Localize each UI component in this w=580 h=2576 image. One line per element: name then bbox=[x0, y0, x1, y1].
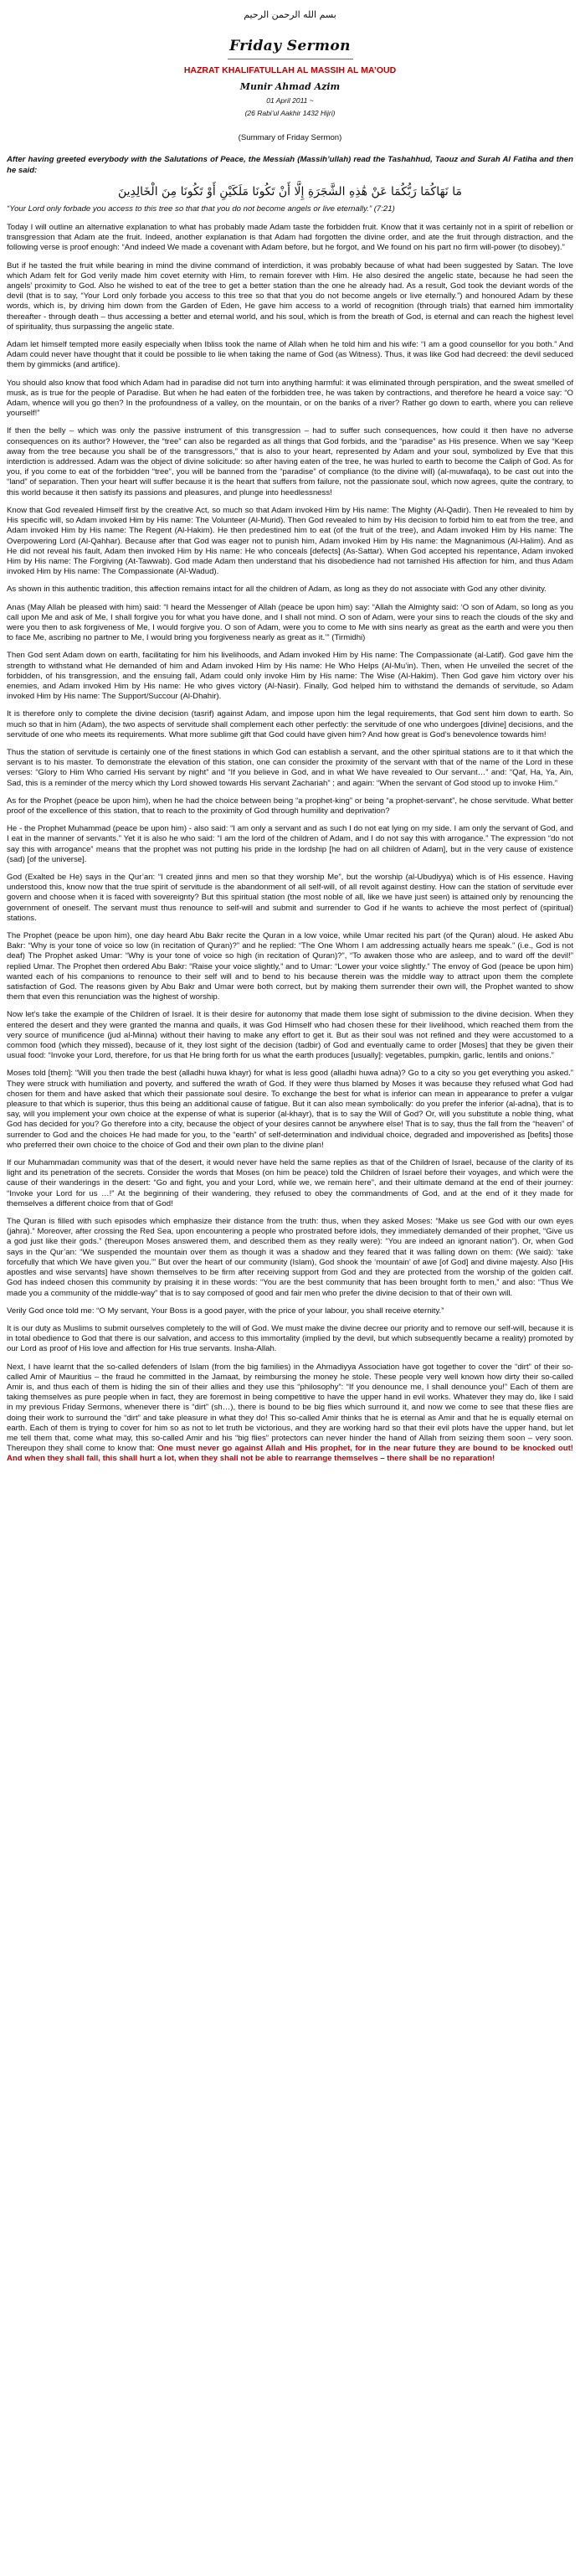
sermon-paragraph: It is therefore only to complete the divine decision (tasrif) against Adam, and impose upon him the legal requirements, that God sent him down to earth. So much so that in him (Adam), the two aspects of servitude shall complement each other perfectly: the servitude of one who undergoes [divine] decisions, and the servitude of one who meets its requirements. What more sublime gift that God could have given him? And how great is God’s benevolence towards him! bbox=[7, 709, 573, 739]
sermon-paragraph: Moses told [them]: “Will you then trade the best (alladhi huwa khayr) for what is less good (alladhi huwa adna)? Go to a city so you get everything you asked.” They were struck with humiliation and poverty, and suffered the wrath of God. If they were thus blamed by Moses it was because they refused what God had chosen for them and have asked that which their passionate soul desire. To exchange the best for what is inferior can mean in appearance to prefer a vulgar pleasure to that which is superior, thus this being an additional cause of fatigue. But it can also mean symbolically: do you prefer the inferior (al-adna), that is to say, will you implement your own choice at the expense of what is superior (al-khayr), that is to say the Will of God? Or, will you substitute a noble thing, what God has decided for you? Go therefore into a city, because the object of your desires cannot be anywhere else! That is to say, thus the fall from the “heaven” of surrender to God and the choices He had made for you, to the “earth” of self-determination and individual choice, degraded and impoverished as [befits] those who preferred their own choice to the choice of God and their own plan to the divine plan! bbox=[7, 1069, 573, 1150]
sermon-paragraph: If then the belly – which was only the passive instrument of this transgression – had to suffer such consequences, how could it then have no adverse consequences on its author? However, the “tree” can also be regarded as all things that God forbids, and the “paradise” as His presence. When we say “Keep away from the tree because you shall be of the transgressors,” that is also to your heart, represented by Adam and your soul, symbolized by Eve that this interdiction is addressed. Adam was the object of divine solicitude: so after having eaten of the tree, he was hurled to earth to become the Caliph of God. As for you, if you come to eat of the forbidden “tree”, you will be banned from the “paradise” of compliance (to the divine will) (al-muwafaqa), to be cast out into the “land” of separation. Then your heart will suffer because it is the heart that suffers from failure, not the passionate soul, which now agrees, quite the contrary, to this world because it then satisfy its passions and pleasures, and plunge into heedlessness! bbox=[7, 426, 573, 497]
sermon-paragraph: Then God sent Adam down on earth, facilitating for him his livelihoods, and Adam invoked Him by His name: The Compassionate (al-Latif). God gave him the strength to withstand what He demanded of him and Adam invoked Him by His name: He Who Helps (Al-Mu’in). Then, when He unveiled the secret of the forbidden, of his transgression, and the ensuing fall, Adam could only invoke Him by His name: The Wise (Al-Hakim). Then God gave him victory over his enemies, and Adam invoked Him by His name: He who gives victory (Al-Nasir). Finally, God helped him to withstand the demands of servitude, so Adam invoked Him by His name: The Support/Succour (Al-Dhahir). bbox=[7, 651, 573, 702]
hijri-date: (26 Rabi’ul Aakhir 1432 Hijri) bbox=[244, 109, 336, 118]
sermon-paragraph: As shown in this authentic tradition, this affection remains intact for all the children of Adam, as long as they do not associate with God any other divinity. bbox=[7, 585, 547, 595]
sermon-paragraph: Adam let himself tempted more easily especially when Ibliss took the name of Allah when he told him and his wife: “I am a good counsellor for you both.” And Adam could never have thought that it could be possible to lie when taking the name of God (as Witness). Thus, it was like God had decreed: the devil seduced them by gimmicks (and artifice). bbox=[7, 340, 573, 370]
sermon-paragraph: But if he tasted the fruit while bearing in mind the divine command of interdiction, it was probably because of what had been suggested by Satan. The love which Adam felt for God verily made him covet eternity with Him, to remain forever with Him. He also desired the angelic state, because he had seen the angels’ proximity to God. Also he wished to eat of the tree to get a better station than the one he already had. As a result, God took the deviant words of the devil (that is to say, “Your Lord only forbade you access to this tree so that that you do not become angels or live eternally.”) and honoured Adam by these words, which is, by driving him down from the Garden of Eden, He gave him access to a world of recognition (through trials) that earned him immortality thereafter - through death – thus accessing a better and eternal world, and his soul, which is from the breath of God, is eternal and can reach the highest level of spirituality, thus surpassing the angelic state. bbox=[7, 260, 573, 332]
sermon-paragraph: You should also know that food which Adam had in paradise did not turn into anything harmful: it was eliminated through perspiration, and the sweat smelled of musk, as is true for the people of Paradise. But when he had eaten of the forbidden tree, he was taken by contractions, and therefore he heard a voice say: “O Adam, whence will you go then? In the profoundness of a valley, on the mountain, or on the banks of a river? Rather go down to earth, where you can relieve yourself!” bbox=[7, 378, 573, 419]
page-title: Friday Sermon bbox=[229, 38, 351, 55]
sermon-paragraph: If our Muhammadan community was that of the desert, it would never have held the same replies as that of the Children of Israel, because of the clarity of its light and its penetration of the secrets. Consider the words that Moses (on him be peace) told the Children of Israel before their voyages, and which were the cause of their wanderings in the desert: “Go and fight, you and your Lord, while we, we remain here”, and their ultimate demand at the end of their journey: “Invoke your Lord for us …!” At the beginning of their wandering, they refused to obey the commandments of God, and at the end of it they made for themselves a different choice from that of God! bbox=[7, 1158, 573, 1208]
sermon-paragraph: He - the Prophet Muhammad (peace be upon him) - also said: “I am only a servant and as such I do not eat lying on my side. I am only the servant of God, and I eat in the manner of servants.” Yet it is also he who said: “I am the lord of the children of Adam, and I do not say this with arrogance.” The expression “do not say this with arrogance” means that the prophet was not putting his pride in the lordship [he had on all children of Adam], but in the very cause of existence (sad) [of the universe]. bbox=[7, 824, 573, 864]
sermon-paragraph: Thus the station of servitude is certainly one of the finest stations in which God can establish a servant, and the other spiritual stations are to it that which the servant is to his master. To demonstrate the elevation of this station, one can consider the proximity of the servant with that of the name of the Lord in these verses: “Glory to Him Who carried His servant by night” and “If you believe in God, and in what We have revealed to Our servant…” and: “Qaf, Ha, Ya, Ain, Sad, this is a reminder of the mercy which thy Lord showed towards His servant Zachariah” ; and again: “When the servant of God stood up to invoke Him.” bbox=[7, 747, 573, 788]
closing-warning: One must never go against Allah and His prophet, for in the near future they are bound to be knocked out! And when they shall fall, this shall hurt a lot, when they shall not be able to rearrange themselves – there shall be no reparation! bbox=[7, 1444, 574, 1464]
sermon-paragraph: The Prophet (peace be upon him), one day heard Abu Bakr recite the Quran in a low voice, while Umar recited his part (of the Quran) aloud. He asked Abu Bakr: “Why is your tone of voice so low (in recitation of Quran)?” and he replied: “The One Whom I am addressing actually hears me speak.” (i.e., God is not deaf) The Prophet asked Umar: “Why is your tone of voice so high (in recitation of Quran)?”, “To awaken those who are asleep, and to ward off the devil!” replied Umar. The Prophet then ordered Abu Bakr: “Raise your voice slightly,” and to Umar: “Lower your voice slightly.” The envoy of God (peace be upon him) wanted each of his companions to renounce to their self will and to bend to his because therein was the middle way to attract upon them the complete satisfaction of God. The reasons given by Abu Bakr and Umar were both correct, but by making them surrender their own will, the Prophet wanted to show them that even this renunciation was the highest of worship. bbox=[7, 931, 573, 1002]
final-paragraph bbox=[7, 1363, 573, 1465]
sermon-date: 01 April 2011 ~ bbox=[266, 96, 314, 106]
basmala: بسم الله الرحمن الرحيم bbox=[244, 9, 336, 20]
sermon-paragraph: It is our duty as Muslims to submit ourselves completely to the will of God. We must make the divine decree our priority and to remove our self-will, because it is in total obedience to God that there is our salvation, and access to this immortality (implied by the devil, but which subsequently became a reality) promoted by our Lord as proof of His love and affection for His true servants. Insha-Allah. bbox=[7, 1323, 573, 1354]
summary-label: (Summary of Friday Sermon) bbox=[238, 133, 342, 143]
sermon-paragraph: Today I will outline an alternative explanation to what has probably made Adam taste the forbidden fruit. Know that it was certainly not in a spirit of rebellion or transgression that Adam ate the fruit. Indeed, another explanation is that Adam had forgotten the divine order, and ate the fruit through distraction, and the following verse is proof enough: “And indeed We made a covenant with Adam before, but he forgot, and We found on his part no firm will-power (to disobey).” bbox=[7, 223, 573, 253]
sermon-paragraph: Anas (May Allah be pleased with him) said: “I heard the Messenger of Allah (peace be upon him) say: “Allah the Almighty said: ‘O son of Adam, so long as you call upon Me and ask of Me, I shall forgive you for what you have done, and I shall not mind. O son of Adam, were your sins to reach the clouds of the sky and were you then to ask forgiveness of Me, I would forgive you. O son of Adam, were you to come to Me with sins nearly as great as the earth and were you then to face Me, ascribing no partner to Me, I would bring you forgiveness nearly as great as it.’” (Tirmidhi) bbox=[7, 602, 573, 643]
intro-paragraph: After having greeted everybody with the Salutations of Peace, the Messiah (Massih’ullah) read the Tashahhud, Taouz and Surah Al Fatiha and then he said: bbox=[7, 155, 573, 175]
sermon-body bbox=[7, 223, 573, 1355]
quran-verse-arabic: مَا نَهَاكُمَا رَبُّكُمَا عَنْ هَٰذِهِ الشَّجَرَةِ إِلَّا أَنْ تَكُونَا مَلَكَيْنِ أَوْ تَكُونَا مِنَ الْخَالِدِينَ bbox=[117, 184, 463, 198]
sermon-paragraph: The Quran is filled with such episodes which emphasize their distance from the truth: thus, when they asked Moses: “Make us see God with our own eyes (jahra).” Moreover, after crossing the Red Sea, upon encountering a people who prostrated before idols, they immediately demanded of their prophet, “Give us a god just like their gods.” (thereupon Moses answered them, and described them as they really were): “You are indeed an ignorant nation”). Or, when God says in the Qur’an: “We suspended the mountain over them as though it was a shadow and they feared that it was falling down on them: (We said): ‘take forcefully that which We have given you.’” But over the heart of our community (Islam), God shook the ‘mountain’ of awe [of God] and divine majesty. Also [His apostles and wise servants] have shown themselves to be firm after receiving support from God and they are protected from the worship of the golden calf. God has indeed chosen this community by praising it in these words: “You are the best community that has been brought forth to men,” and also: “Thus We made you a community of the middle-way” that is to say composed of good and fair men who prefer the divine decision to that of their own will. bbox=[7, 1217, 573, 1298]
final-paragraph-text: Next, I have learnt that the so-called defenders of Islam (from the big families) in the Ahmadiyya Association have got together to cover the “dirt” of their so-called Amir of Mauritius – the fraud he committed in the Jamaat, by reimbursing the money he stole. These people very well known how dirty their so-called Amir is, and thus each of them is hiding the sin of their allies and they use this “philosophy”: “If you denounce me, I shall denounce you!” Each of them are taking themselves as pure people when in fact, they are foremost in being competitive to have the upper hand in evil works. Whatever they may do, like I said in my previous Friday Sermons, whenever there is “dirt” (sh…), there is bound to be big flies which surround it, and now we come to see that these flies are doing their work to surround the “dirt” and take pleasure in what they do! This so-called Amir thinks that he is eternal as Amir and that he is equally eternal on earth. Each of them is trying to cover for him so as not to let truth be victorious, and they are working hard so that their evil plots have the upper hand, but let me tell them that, come what may, this so-called Amir and his “big flies” protectors can never hinder the hand of Allah from seizing them soon – very soon. Thereupon they shall come to know that: bbox=[7, 1362, 573, 1454]
speaker-name: Munir Ahmad Azim bbox=[239, 81, 341, 93]
quran-verse-translation: “Your Lord only forbade you access to this tree so that that you do not become angels or live eternally.” (7:21) bbox=[7, 204, 395, 214]
sermon-paragraph: Verily God once told me: “O My servant, Your Boss is a good payer, with the price of your labour, you shall receive eternity.” bbox=[7, 1306, 444, 1316]
sermon-paragraph: Know that God revealed Himself first by the creative Act, so much so that Adam invoked Him by His name: The Mighty (Al-Qadir). Then He revealed to him by His specific will, so Adam invoked Him by His name: The Volunteer (Al-Murid). Then God revealed to him by His decision to forbid him to eat from the tree, and Adam invoked Him by His name: The Regent (Al-Hakim). He then predestined him to eat (of the fruit of the tree), and Adam invoked Him by His name: The Overpowering Lord (Al-Qahhar). Because after that God was eager not to punish him, Adam invoked Him by His name: the Magnanimous (Al-Halim). And as He did not reveal his fault, Adam then invoked Him by His name: He who conceals [defects] (As-Sattar). When God accepted his repentance, Adam invoked Him by His name: The Forgiving (At-Tawwab). God made Adam then understand that his disobedience had not tarnished His affection for him, and thus Adam invoked Him by His name: The Compassionate (Al-Wadud). bbox=[7, 505, 573, 577]
sermon-paragraph: As for the Prophet (peace be upon him), when he had the choice between being “a prophet-king” or being “a prophet-servant”, he chose servitude. What better proof of the excellence of this station, that to reach to the proximity of God through humility and deprivation? bbox=[7, 796, 573, 816]
sermon-paragraph: Now let’s take the example of the Children of Israel. It is their desire for autonomy that made them lose sight of submission to the divine decision. When they entered the desert and they were granted the manna and quails, it was God Himself who had chosen these for their livelihood, which reached them from the very source of munificence (jud al-Minna) without their having to make any effort to get it. But as their soul was not refined and they were accustomed to a common food (which they missed), because of it, they lost sight of the decision (tadbir) of God and eventually came to order [Moses] that they be given their usual food: “Invoke your Lord, therefore, for us that He bring forth for us what the earth produces [usually]: vegetables, pumpkin, garlic, lentils and onions.” bbox=[7, 1010, 573, 1061]
sermon-paragraph: God (Exalted be He) says in the Qur’an: “I created jinns and men so that they worship Me”, but the worship (al-Ubudiyya) which is of His essence. Having understood this, know now that the true spirit of servitude is the abandonment of all self-will, of all revolt against destiny. How can the station of servitude ever govern and choose when it is faced with sovereignty? But this spiritual station (the most noble of all, like we have just seen) is attained only by renouncing the government of oneself. The servant must thus renounce to self-will and submit and surrender to God if he wants to achieve the most perfect of (spiritual) stations. bbox=[7, 872, 573, 923]
speaker-title: HAZRAT KHALIFATULLAH AL MASSIH AL MA’OUD bbox=[183, 65, 397, 76]
